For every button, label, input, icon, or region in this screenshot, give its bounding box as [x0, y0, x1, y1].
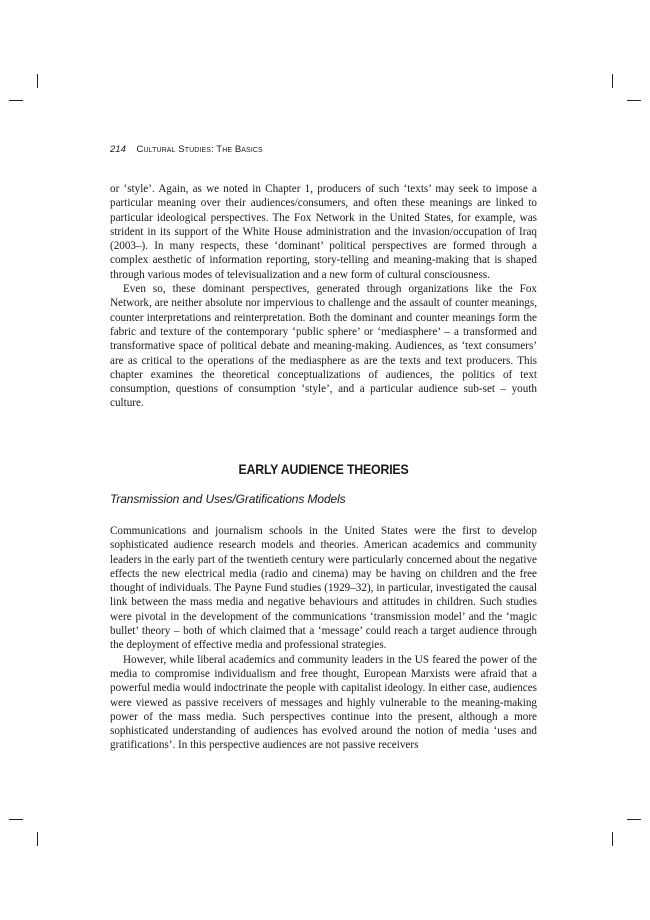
crop-mark-top-right-vertical [612, 74, 613, 88]
body-text-block [110, 182, 537, 411]
section-paragraph: However, while liberal academics and community leaders in the US feared the power of the media to compromise individualism and free thought, European Marxists were afraid that a powerful media would indoctrinate the people with capitalist ideology. In either case, audiences were viewed as passive receivers of messages and highly vulnerable to the meaning-making power of the mass media. Such perspectives continue into the present, although a more sophisticated understanding of audiences has evolved around the notion of media ‘uses and gratifications’. In this perspective audiences are not passive receivers [110, 653, 537, 752]
body-paragraph: or ‘style’. Again, as we noted in Chapter 1, producers of such ‘texts’ may seek to impose a particular meaning over their audiences/consumers, and often these meanings are linked to particular ideological perspectives. The Fox Network in the United States, for example, was strident in its support of the White House administration and the invasion/occupation of Iraq (2003–). In many respects, these ‘dominant’ political perspectives are formed through a complex aesthetic of information reporting, story-telling and meaning-making that is shaped through various modes of televisualization and a new form of cultural consciousness. [110, 183, 537, 281]
page-number: 214 [110, 144, 126, 155]
running-head [110, 144, 263, 155]
body-paragraph: Even so, these dominant perspectives, generated through organizations like the Fox Network, are neither absolute nor impervious to challenge and the assault of counter meanings, counter interpretations and reinterpretation. Both the dominant and counter meanings form the fabric and texture of the contemporary ‘public sphere’ or ‘mediasphere’ – a transformed and transformative space of political debate and meaning-making. Audiences, as ‘text consumers’ are as critical to the operations of the mediasphere as are the texts and text producers. This chapter examines the theoretical conceptualizations of audiences, the politics of text consumption, questions of consumption ‘style’, and a particular audience sub-set – youth culture. [110, 283, 537, 410]
section-text-block [110, 524, 537, 753]
subsection-heading: Transmission and Uses/Gratifications Models [110, 492, 346, 506]
book-title: Cultural Studies: The Basics [136, 144, 263, 155]
section-paragraph: Communications and journalism schools in the United States were the first to develop sophisticated audience research models and theories. American academics and community leaders in the early part of the twentieth century were particularly concerned about the negative effects the new electrical media (radio and cinema) may be having on children and the free thought of individuals. The Payne Fund studies (1929–32), in particular, investigated the causal link between the mass media and negative behaviours and attitudes in children. Such studies were pivotal in the development of the communications ‘transmission model’ and the ‘magic bullet’ theory – both of which claimed that a ‘message’ could reach a target audience through the deployment of effective media and professional strategies. [110, 525, 537, 652]
crop-mark-bottom-right-horizontal [627, 819, 641, 820]
crop-mark-bottom-left-vertical [37, 832, 38, 846]
crop-mark-bottom-right-vertical [612, 832, 613, 846]
crop-mark-top-left-horizontal [9, 100, 23, 101]
crop-mark-top-right-horizontal [627, 100, 641, 101]
crop-mark-top-left-vertical [37, 74, 38, 88]
crop-mark-bottom-left-horizontal [9, 819, 23, 820]
section-heading: EARLY AUDIENCE THEORIES [238, 461, 409, 477]
